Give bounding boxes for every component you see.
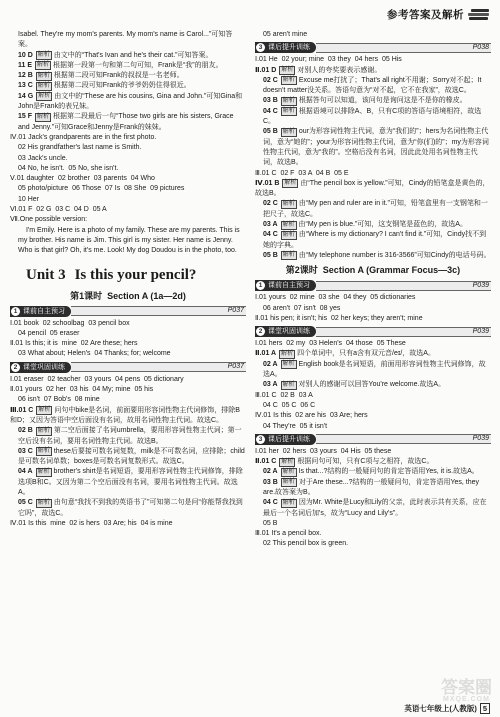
- answer-line: Ⅳ.01 Jack's grandparents are in the first photo.: [10, 133, 157, 141]
- section-number-badge: 2: [11, 363, 20, 372]
- unit-number: Unit 3: [26, 266, 66, 283]
- analysis-text: 由“My pen is blue.”可知，这支钢笔是蓝色的，故选A。: [298, 221, 467, 229]
- answer-item: [255, 457, 491, 467]
- section-header: [255, 326, 491, 337]
- analysis-tag: 解析: [281, 350, 294, 357]
- answer-number: Ⅱ.01 C: [255, 458, 277, 466]
- answer-number: 02 A: [263, 468, 278, 476]
- answer-item: [255, 127, 491, 168]
- section-label-block: [10, 362, 71, 373]
- watermark: [441, 679, 492, 703]
- analysis-tag: 解析: [37, 427, 50, 434]
- answer-line: 10 Her: [18, 195, 40, 203]
- analysis-text: 第二空后面接了名词umbrella，要用形容词性物主代词；第一空后没有名词，要用名词性物主代词。故选B。: [18, 427, 242, 445]
- analysis-tag: 解析: [282, 221, 295, 228]
- analysis-tag: 解析: [37, 82, 50, 89]
- analysis-tag: 解析: [37, 468, 50, 475]
- section-label: 课前自主预习: [268, 282, 310, 290]
- lesson-heading: 第1课时 Section A (1a—2d): [70, 290, 186, 301]
- answer-item: [10, 112, 246, 133]
- page-reference: P039: [472, 281, 489, 289]
- analysis-text: 根据语境可以排除A、B，只有C项的答语与语境相符，故选C。: [263, 107, 482, 126]
- section-header: [255, 42, 491, 53]
- book-title: 英语七年级上(人教版): [404, 704, 477, 713]
- analysis-text: 由文中的“That's Ivan and he's their cat.”可知答案。: [53, 51, 213, 59]
- unit-title: [26, 264, 246, 286]
- answer-number: Ⅲ.01 C: [10, 406, 34, 414]
- section-label-block: [255, 42, 316, 53]
- answer-item: [255, 220, 491, 230]
- analysis-text: 根据答句可以知道，该问句是询问这是不是你的橡皮。: [298, 97, 467, 105]
- answer-line: 04 No, he isn't. 05 No, she isn't.: [18, 164, 119, 172]
- section-number-badge: 1: [11, 307, 20, 316]
- answer-line: 06 aren't 07 isn't 08 yes: [263, 304, 341, 312]
- analysis-tag: 解析: [37, 52, 50, 59]
- analysis-text: 由句意“我找不到我的英语书了”可知第二句是问“你能帮我找到它吗”，故选C。: [18, 499, 243, 517]
- analysis-tag: 解析: [282, 381, 295, 388]
- answer-item: [10, 71, 246, 81]
- analysis-text: 对别人的夸奖要表示感谢。: [297, 66, 382, 74]
- answer-line: 05 aren't mine: [263, 31, 308, 38]
- answer-number: Ⅱ.01 A: [255, 350, 277, 358]
- answer-number: 03 B: [263, 97, 278, 105]
- analysis-tag: 解析: [38, 93, 51, 100]
- section-bar: [316, 281, 491, 291]
- page-reference: P037: [227, 307, 244, 315]
- books-icon: [468, 8, 490, 21]
- answer-number: 04 C: [263, 231, 278, 239]
- answer-item: [255, 349, 491, 359]
- page-header: [387, 5, 490, 23]
- lesson-heading: 第2课时 Section A (Grammar Focus—3c): [285, 265, 461, 276]
- answer-line: 03 Jack's uncle.: [18, 154, 68, 162]
- analysis-text: 根据第一段第一句和第二句可知，Frank是“我”的朋友。: [53, 61, 223, 69]
- answer-item: [255, 498, 491, 519]
- analysis-tag: 解析: [282, 252, 295, 259]
- answer-line: Ⅱ.01 Is this; it is mine 02 Are these; hers: [10, 340, 138, 348]
- answer-item: [255, 76, 491, 97]
- answer-number: 02 B: [18, 427, 33, 435]
- section-bar: [316, 43, 491, 53]
- page-reference: P038: [472, 43, 489, 51]
- section-label: 课前自主预习: [23, 307, 65, 315]
- answer-line: Ⅲ.01 C 02 B 03 A: [255, 391, 313, 399]
- section-header: [255, 434, 491, 445]
- answer-item: [10, 92, 246, 113]
- answer-item: [255, 66, 491, 76]
- analysis-tag: 解析: [282, 479, 295, 486]
- answer-line: Ⅰ.01 hers 02 my 03 Helen's 04 those 05 These: [255, 340, 406, 348]
- section-label: 课后提升训练: [268, 435, 310, 443]
- section-label: 课堂巩固训练: [268, 328, 310, 336]
- answer-number: 02 A: [263, 360, 278, 368]
- watermark-url: MXQE.COM: [443, 696, 490, 703]
- answer-line: Ⅰ.01 eraser 02 teacher 03 yours 04 pens 05 dictionary: [10, 375, 184, 383]
- answer-number: Ⅱ.01 D: [255, 66, 277, 74]
- section-label-block: [255, 326, 316, 337]
- answer-item: [255, 107, 491, 128]
- answer-line: 05 B: [263, 519, 278, 527]
- analysis-text: 对别人的感谢可以回答You're welcome.故选A。: [298, 381, 446, 389]
- answer-number: 03 A: [263, 221, 278, 229]
- analysis-tag: 解析: [282, 499, 295, 506]
- answer-line: 02 This pencil box is green.: [263, 540, 349, 548]
- section-label-block: [255, 280, 316, 291]
- analysis-text: our为形容词性物主代词，意为“我们的”；hers为名词性物主代词，意为“她的”；your为形容词性物主代词，意为“你(们)的”；my为形容词性物主代词，意为“我的”。空格后没有名词，因此此处用名词性物主代词，故选B。: [263, 128, 489, 167]
- analysis-text: 由“The pencil box is yellow.”可知，Cindy的铅笔盒是黄色的，故选B。: [255, 179, 490, 198]
- sample-essay: I'm Emily. Here is a photo of my family. These are my parents. This is my brother. His name is Jim. This girl is my sister. Her name is Jenny. Who is that girl? Oh, it's me. Look! My dog Doudou is in the photo, too.: [18, 226, 240, 255]
- answer-item: [255, 380, 491, 390]
- analysis-text: these后要接可数名词复数，milk是不可数名词，应排除；child是可数名词单数；boxes是可数名词复数形式。故选C。: [18, 447, 245, 466]
- left-column: [10, 30, 246, 701]
- analysis-tag: 解析: [282, 77, 295, 84]
- section-number-badge: 3: [256, 435, 265, 444]
- answer-line: Ⅰ.01 yours 02 mine 03 she 04 they 05 dictionaries: [255, 294, 416, 302]
- answer-item: [10, 81, 246, 91]
- analysis-text: 根据第二段最后一句“Those two girls are his sisters, Grace and Jenny.”可知Grace和Jenny是Frank的妹妹。: [18, 113, 234, 131]
- analysis-text: Is that...?结构的一般疑问句的肯定答语用Yes, it is.故选A。: [298, 468, 479, 476]
- answer-item: [10, 498, 246, 519]
- answer-number: 05 C: [18, 499, 33, 507]
- section-label: 课后提升训练: [268, 44, 310, 52]
- answer-number: 02 C: [263, 76, 278, 84]
- answer-line: 04 C 05 C 06 C: [263, 401, 316, 409]
- analysis-tag: 解析: [38, 407, 51, 414]
- analysis-tag: 解析: [37, 113, 50, 120]
- analysis-tag: 解析: [282, 468, 295, 475]
- answer-item: [10, 61, 246, 71]
- analysis-text: 根据第二段可知Frank的爷爷奶奶住得很近。: [53, 82, 191, 90]
- answer-line: Ⅳ.01 Is this mine 02 is hers 03 Are; his 04 is mine: [10, 519, 173, 527]
- analysis-text: 因为Mr. White是Lucy和Lily的父亲，此时表示共有关系，应在最后一个名词后加's，故为“Lucy and Lily's”。: [263, 499, 487, 517]
- section-bar: [316, 327, 491, 337]
- analysis-tag: 解析: [37, 72, 50, 79]
- page-reference: P039: [472, 327, 489, 335]
- analysis-tag: 解析: [282, 361, 295, 368]
- section-number-badge: 2: [256, 327, 265, 336]
- section-label: 课堂巩固训练: [23, 363, 65, 371]
- answer-number: 03 C: [18, 447, 33, 455]
- answer-line: Ⅶ.One possible version:: [10, 216, 88, 224]
- watermark-text: 答案圈: [441, 678, 492, 697]
- page-footer: [404, 703, 490, 714]
- analysis-text: 问句中bike是名词，前面要用形容词性物主代词修饰，排除B和D；又因为答语中空后面没有名词，故用名词性物主代词。故选C。: [10, 406, 240, 424]
- analysis-text: brother's shirt是名词短语，要用形容词性物主代词修饰，排除选项B和C。又因为第二个空后面没有名词，要用名词性物主代词。故选A。: [18, 468, 243, 496]
- answer-line: Ⅱ.01 yours 02 her 03 his 04 My; mine 05 his: [10, 386, 154, 394]
- answer-line: 02 His grandfather's last name is Smith.: [18, 144, 142, 152]
- answer-number: Ⅳ.01 B: [255, 179, 280, 187]
- answer-item: [255, 179, 491, 200]
- right-column: [255, 30, 491, 701]
- section-number-badge: 1: [256, 281, 265, 290]
- analysis-tag: 解析: [281, 67, 294, 74]
- analysis-text: 根据第二段可知Frank的叔叔是一名老师。: [53, 72, 184, 80]
- answer-number: 10 D: [18, 51, 33, 59]
- section-bar: [316, 434, 491, 444]
- answer-line: 03 What about; Helen's 04 Thanks; for; welcome: [18, 350, 171, 358]
- answer-line: Ⅰ.01 her 02 hers 03 yours 04 His 05 these: [255, 447, 392, 455]
- answer-item: [255, 96, 491, 106]
- answer-number: 14 G: [18, 92, 34, 100]
- analysis-tag: 解析: [284, 180, 297, 187]
- analysis-text: 由文中的“These are his cousins, Gina and John.”可知Gina和John是Frank的表兄妹。: [18, 92, 243, 111]
- answer-number: 13 C: [18, 82, 33, 90]
- section-header: [10, 362, 246, 373]
- answer-item: [255, 467, 491, 477]
- analysis-tag: 解析: [37, 448, 50, 455]
- section-label-block: [255, 434, 316, 445]
- answer-line: Ⅱ.01 his pen; it isn't; his 02 her keys; they aren't; mine: [255, 314, 423, 322]
- analysis-text: 根据问句可知，只有C项与之相符，故选C。: [297, 458, 434, 466]
- answer-line: Ⅴ.01 daughter 02 brother 03 parents 04 Who: [10, 175, 155, 183]
- answer-item: [255, 360, 491, 381]
- analysis-text: 对于Are these...?结构的一般疑问句，肯定答语用Yes, they are.故答案为B。: [263, 478, 480, 496]
- section-number-badge: 3: [256, 43, 265, 52]
- section-header: [10, 306, 246, 317]
- header-title: 参考答案及解析: [387, 8, 464, 21]
- section-bar: [71, 306, 246, 316]
- answer-number: 12 B: [18, 72, 33, 80]
- answer-line: 04 They're 05 it isn't: [263, 422, 328, 430]
- answer-number: 15 F: [18, 113, 33, 121]
- answer-item: [255, 230, 491, 251]
- answer-item: [10, 406, 246, 427]
- page-reference: P039: [472, 435, 489, 443]
- analysis-tag: 解析: [281, 458, 294, 465]
- answer-number: 03 A: [263, 381, 278, 389]
- answer-number: 11 E: [18, 61, 33, 69]
- section-label-block: [10, 306, 71, 317]
- answer-line: 06 isn't 07 Bob's 08 mine: [18, 396, 100, 404]
- analysis-text: Excuse me打扰了；That's all right不用谢；Sorry对不起；It doesn't matter没关系。答语句意为“对不起，它不在我家”，故选C。: [263, 76, 482, 95]
- answer-item: [255, 478, 491, 499]
- answer-number: 02 C: [263, 200, 278, 208]
- analysis-text: 由“My telephone number is 316-3566”可知Cindy的电话号码。: [298, 251, 491, 259]
- answer-number: 04 C: [263, 107, 278, 115]
- answer-item: [10, 447, 246, 468]
- page-number: 5: [480, 703, 490, 714]
- answer-item: [10, 467, 246, 498]
- answer-line: 04 pencil 05 eraser: [18, 329, 80, 337]
- answer-item: [10, 51, 246, 61]
- answer-number: 03 B: [263, 478, 278, 486]
- analysis-text: 由“My pen and ruler are in it.”可知，铅笔盒里有一支钢笔和一把尺子，故选C。: [263, 200, 488, 218]
- answer-line: 05 photo/picture 06 Those 07 Is 08 She 09 pictures: [18, 185, 185, 193]
- answer-number: 04 C: [263, 499, 278, 507]
- section-bar: [71, 362, 246, 372]
- analysis-tag: 解析: [37, 62, 50, 69]
- answer-line: Ⅵ.01 F 02 G 03 C 04 D 05 A: [10, 206, 107, 214]
- answer-line: Ⅰ.01 book 02 schoolbag 03 pencil box: [10, 319, 130, 327]
- answer-item: [255, 251, 491, 261]
- analysis-tag: 解析: [282, 97, 295, 104]
- analysis-text: 四个单词中，只有a含有双元音/eɪ/，故选A。: [297, 350, 435, 358]
- analysis-text: English book是名词短语，前面用形容词性物主代词修饰，故选A。: [263, 360, 486, 379]
- answer-number: 05 B: [263, 251, 278, 259]
- analysis-tag: 解析: [282, 108, 295, 115]
- unit-name: Is this your pencil?: [74, 266, 197, 283]
- analysis-tag: 解析: [37, 499, 50, 506]
- analysis-tag: 解析: [282, 128, 295, 135]
- answer-line: Ⅲ.01 C 02 F 03 A 04 B 05 E: [255, 169, 349, 177]
- analysis-text: 由“Where is my dictionary? I can't find it.”可知，Cindy找不到她的字典。: [263, 231, 487, 249]
- analysis-tag: 解析: [282, 231, 295, 238]
- answer-number: 04 A: [18, 468, 33, 476]
- answer-line: Ⅳ.01 Is this 02 are his 03 Are; hers: [255, 412, 368, 420]
- answer-line: Ⅰ.01 He 02 your; mine 03 they 04 hers 05 His: [255, 56, 402, 64]
- page-reference: P037: [227, 363, 244, 371]
- analysis-tag: 解析: [282, 200, 295, 207]
- answer-number: 05 B: [263, 128, 278, 136]
- answer-line: Ⅲ.01 It's a pencil box.: [255, 530, 322, 538]
- answer-item: [255, 199, 491, 220]
- section-header: [255, 280, 491, 291]
- answer-item: [10, 426, 246, 447]
- answer-line: Isabel. They're my mom's parents. My mom's name is Carol...”可知答案。: [18, 31, 233, 49]
